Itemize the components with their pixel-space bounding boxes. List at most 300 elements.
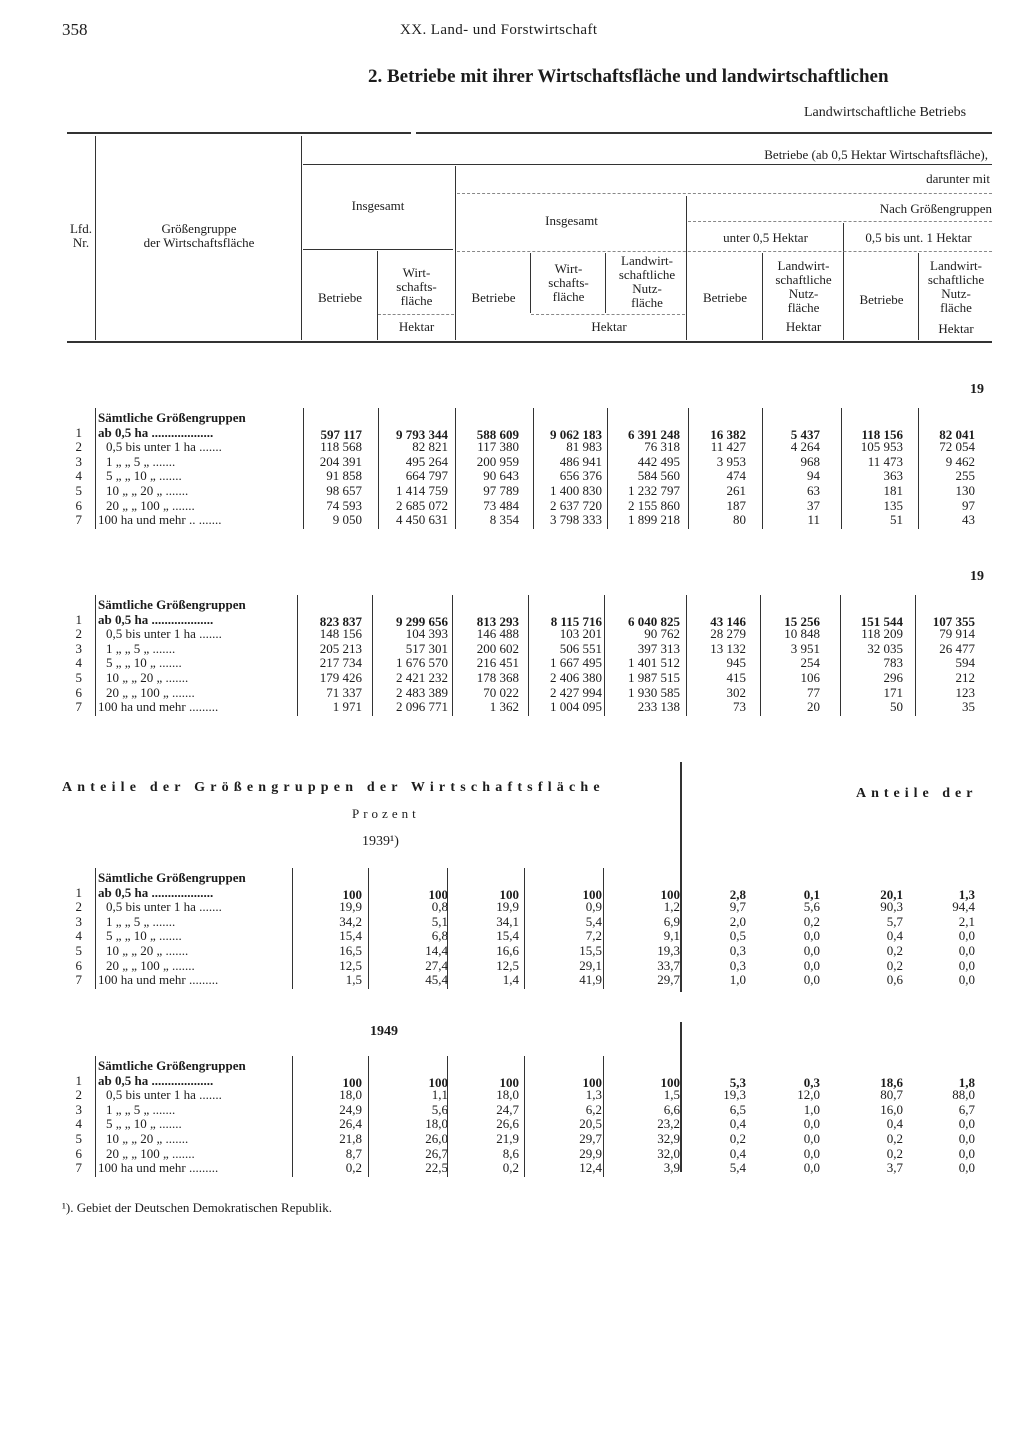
row-label: 10 „ „ 20 „ ....... <box>106 483 189 498</box>
table-cell: 0,0 <box>958 1116 975 1132</box>
row-label: 1 „ „ 5 „ ....... <box>106 1101 176 1117</box>
table-cell: 16,6 <box>496 943 519 958</box>
row-label: 5 „ „ 10 „ ....... <box>106 468 182 484</box>
table-cell: 12,5 <box>339 957 362 973</box>
table-cell: 80 <box>733 512 746 528</box>
table-cell: 3 951 <box>790 640 820 656</box>
table-cell: 0,2 <box>886 1145 903 1161</box>
table-cell: 20,1 <box>880 886 903 902</box>
table-cell: 4 264 <box>790 439 820 455</box>
table-cell: 783 <box>883 655 903 671</box>
table-cell: 0,4 <box>886 1116 903 1132</box>
table-cell: 0,0 <box>958 957 975 973</box>
table-cell: 73 <box>733 699 746 715</box>
header-group-line2: der Wirtschaftsfläche <box>143 235 255 250</box>
header-vline-3 <box>455 166 456 340</box>
table-cell: 34,2 <box>339 913 362 929</box>
table-cell: 103 201 <box>559 626 602 642</box>
table-cell: 6,8 <box>431 928 448 944</box>
footnote: ¹). Gebiet der Deutschen Demokratischen Republik. <box>62 1200 332 1215</box>
table-cell: 50 <box>890 699 903 715</box>
table-cell: 23,2 <box>657 1116 680 1132</box>
header-top-rule-left <box>67 132 411 134</box>
header-top-rule-right <box>416 132 992 134</box>
table-cell: 28 279 <box>710 626 746 642</box>
table-cell: 5,6 <box>431 1101 448 1117</box>
shares-heading-left: Anteile der Größengruppen der Wirtschaftsfläche <box>62 780 605 795</box>
table-title: 2. Betriebe mit ihrer Wirtschaftsfläche und landwirtschaftlichen <box>368 66 889 87</box>
table-cell: 5,4 <box>729 1160 746 1176</box>
table-cell: 255 <box>955 468 975 484</box>
table-cell: 0,0 <box>803 1131 820 1146</box>
table-cell: 179 426 <box>319 670 362 685</box>
header-betriebe-1: Betriebe <box>317 290 363 305</box>
table-cell: 0,3 <box>729 943 746 958</box>
row-label: 20 „ „ 100 „ ....... <box>106 497 195 513</box>
table-cell: 90 762 <box>644 626 680 642</box>
table-cell: 90,3 <box>880 899 903 915</box>
table-cell: 80,7 <box>880 1087 903 1103</box>
table-cell: 130 <box>955 483 975 498</box>
table-cell: 19,3 <box>723 1087 746 1103</box>
table-cell: 16,5 <box>339 943 362 958</box>
table-cell: 178 368 <box>476 670 519 685</box>
row-number: 1 <box>75 424 82 440</box>
table-cell: 14,4 <box>425 943 448 958</box>
table-cell: 0,9 <box>585 899 602 915</box>
row-label: 0,5 bis unter 1 ha ....... <box>106 439 222 455</box>
table-cell: 6 391 248 <box>628 426 680 442</box>
table-cell: 1 667 495 <box>550 655 602 671</box>
table-cell: 415 <box>726 670 746 685</box>
table-cell: 597 117 <box>320 426 362 442</box>
table-cell: 2,0 <box>729 913 746 929</box>
table-cell: 32 035 <box>867 640 903 656</box>
row-number: 7 <box>75 1160 82 1176</box>
shares-year-1939: 1939¹) <box>362 834 399 849</box>
table-cell: 24,7 <box>496 1101 519 1117</box>
row-number: 6 <box>75 497 82 513</box>
table-cell: 18,0 <box>339 1087 362 1103</box>
header-nr: Nr. <box>72 235 90 250</box>
table-cell: 148 156 <box>319 626 362 642</box>
table-cell: 0,5 <box>729 928 746 944</box>
table-cell: 100 <box>582 886 602 902</box>
table-cell: 5,6 <box>803 899 820 915</box>
table-cell: 254 <box>800 655 820 671</box>
table-cell: 0,0 <box>803 1116 820 1132</box>
table-cell: 15,4 <box>339 928 362 944</box>
table-cell: 19,9 <box>339 899 362 915</box>
table-cell: 100 <box>582 1074 602 1090</box>
header-betriebe-4: Betriebe <box>859 292 904 307</box>
table-cell: 26,6 <box>496 1116 519 1132</box>
row-label: 100 ha und mehr ......... <box>98 972 219 988</box>
table-cell: 0,1 <box>803 886 820 902</box>
table-cell: 2 483 389 <box>396 684 448 700</box>
table-cell: 2 155 860 <box>628 497 680 513</box>
table-cell: 34,1 <box>496 913 519 929</box>
table-cell: 76 318 <box>644 439 680 455</box>
table-cell: 63 <box>807 483 820 498</box>
table-cell: 11 427 <box>710 439 746 455</box>
table-cell: 19,9 <box>496 899 519 915</box>
table-cell: 397 313 <box>637 640 680 656</box>
table-cell: 6,6 <box>663 1101 680 1117</box>
header-lw-3b: schaftliche <box>775 272 832 287</box>
row-label: 1 „ „ 5 „ ....... <box>106 640 176 656</box>
table-cell: 70 022 <box>483 684 519 700</box>
header-lfd: Lfd. <box>69 221 93 236</box>
row-number: 7 <box>75 972 82 988</box>
row-label: 20 „ „ 100 „ ....... <box>106 957 195 973</box>
table-cell: 0,0 <box>958 972 975 988</box>
table-cell: 16,0 <box>880 1101 903 1117</box>
table-cell: 0,0 <box>803 972 820 988</box>
table-cell: 212 <box>955 670 975 685</box>
table-cell: 5,4 <box>585 913 602 929</box>
running-title: XX. Land- und Forstwirtschaft <box>400 22 598 38</box>
row-number: 7 <box>75 512 82 528</box>
header-vline-4 <box>377 251 378 340</box>
table-cell: 1 414 759 <box>396 483 448 498</box>
table-cell: 187 <box>726 497 746 513</box>
table-cell: 77 <box>807 684 820 700</box>
table-cell: 1 400 830 <box>550 483 602 498</box>
row-label: 20 „ „ 100 „ ....... <box>106 684 195 700</box>
table-cell: 1 971 <box>332 699 362 715</box>
header-hektar-2: Hektar <box>591 319 627 334</box>
table-cell: 98 657 <box>326 483 362 498</box>
table-cell: 74 593 <box>326 497 362 513</box>
table-cell: 15,5 <box>579 943 602 958</box>
table-cell: 0,4 <box>729 1116 746 1132</box>
page-number: 358 <box>62 20 88 39</box>
table-cell: 9,7 <box>729 899 746 915</box>
table-cell: 106 <box>800 670 820 685</box>
row-number: 2 <box>75 439 82 455</box>
header-wirt-1b: schafts- <box>396 279 437 294</box>
table-cell: 2,1 <box>958 913 975 929</box>
table-cell: 813 293 <box>476 613 519 629</box>
row-number: 5 <box>75 943 82 958</box>
table-cell: 200 602 <box>476 640 519 656</box>
table-cell: 22,5 <box>425 1160 448 1176</box>
table-cell: 118 209 <box>861 626 903 642</box>
table-cell: 10 848 <box>784 626 820 642</box>
table-cell: 24,9 <box>339 1101 362 1117</box>
table-cell: 27,4 <box>425 957 448 973</box>
header-betriebe-2: Betriebe <box>471 290 516 305</box>
table-cell: 656 376 <box>559 468 602 484</box>
table-cell: 151 544 <box>860 613 903 629</box>
table-cell: 18,0 <box>425 1116 448 1132</box>
table-cell: 97 <box>962 497 975 513</box>
table-cell: 0,0 <box>803 1145 820 1161</box>
table-cell: 26 477 <box>939 640 975 656</box>
row-label: 10 „ „ 20 „ ....... <box>106 1131 189 1146</box>
row-number: 3 <box>75 1101 82 1117</box>
header-rule-unit-1 <box>378 314 454 315</box>
header-vline-7 <box>530 253 531 313</box>
row-label: ab 0,5 ha ................... <box>98 884 214 900</box>
table-cell: 26,0 <box>425 1131 448 1146</box>
table-cell: 945 <box>726 655 746 671</box>
row-label: 0,5 bis unter 1 ha ....... <box>106 899 222 915</box>
table-cell: 9 050 <box>332 512 362 528</box>
table-cell: 118 156 <box>861 426 903 442</box>
table-cell: 146 488 <box>476 626 519 642</box>
table-cell: 117 380 <box>477 439 519 455</box>
row-number: 1 <box>75 884 82 900</box>
shares-heading-right: Anteile der <box>856 786 978 801</box>
table-cell: 171 <box>883 684 903 700</box>
table-cell: 296 <box>883 670 903 685</box>
header-lw-4c: Nutz- <box>941 286 971 301</box>
table-cell: 1,5 <box>663 1087 680 1103</box>
table-cell: 8 115 716 <box>550 613 602 629</box>
shares-year-1949: 1949 <box>370 1024 398 1039</box>
header-wirt-2a: Wirt- <box>554 261 583 276</box>
table-cell: 35 <box>962 699 975 715</box>
table-cell: 0,0 <box>958 1160 975 1176</box>
row-label: 100 ha und mehr ......... <box>98 699 219 715</box>
row-number: 1 <box>75 1072 82 1088</box>
row-label: 1 „ „ 5 „ ....... <box>106 913 176 929</box>
header-bottom-rule <box>67 341 992 343</box>
table-cell: 442 495 <box>637 453 680 469</box>
table-cell: 363 <box>883 468 903 484</box>
header-hektar-3: Hektar <box>785 319 822 334</box>
table-cell: 217 734 <box>319 655 362 671</box>
table-cell: 302 <box>726 684 746 700</box>
table-cell: 0,3 <box>729 957 746 973</box>
section-a-year-mark: 19 <box>970 382 984 397</box>
header-darunter: darunter mit <box>926 171 990 186</box>
table-cell: 1,8 <box>958 1074 975 1090</box>
table-cell: 1 401 512 <box>628 655 680 671</box>
table-cell: 9,1 <box>663 928 680 944</box>
column-separator <box>95 1056 96 1177</box>
row-number: 5 <box>75 670 82 685</box>
table-cell: 823 837 <box>319 613 362 629</box>
shares-prozent: Prozent <box>352 806 420 821</box>
table-cell: 33,7 <box>657 957 680 973</box>
table-cell: 1 362 <box>489 699 519 715</box>
table-cell: 2 406 380 <box>550 670 602 685</box>
header-rule-sub <box>457 251 992 252</box>
header-wirt-2c: fläche <box>552 289 585 304</box>
table-cell: 0,2 <box>886 943 903 958</box>
table-cell: 26,4 <box>339 1116 362 1132</box>
table-cell: 16 382 <box>710 426 746 442</box>
table-cell: 18,0 <box>496 1087 519 1103</box>
header-bis1: 0,5 bis unt. 1 Hektar <box>865 230 972 245</box>
row-number: 5 <box>75 1131 82 1146</box>
table-cell: 100 <box>342 1074 362 1090</box>
table-cell: 0,4 <box>729 1145 746 1161</box>
table-cell: 72 054 <box>939 439 975 455</box>
table-cell: 8 354 <box>489 512 519 528</box>
table-cell: 8,6 <box>502 1145 519 1161</box>
row-number: 4 <box>75 1116 82 1132</box>
column-separator <box>95 595 96 716</box>
table-cell: 20,5 <box>579 1116 602 1132</box>
table-cell: 486 941 <box>559 453 602 469</box>
row-label: 100 ha und mehr .. ....... <box>98 512 222 528</box>
header-nach-groessen: Nach Größengruppen <box>879 201 992 216</box>
table-cell: 12,0 <box>797 1087 820 1103</box>
table-cell: 29,7 <box>579 1131 602 1146</box>
table-cell: 5,1 <box>431 913 448 929</box>
table-cell: 123 <box>955 684 975 700</box>
table-cell: 2,8 <box>729 886 746 902</box>
table-cell: 18,6 <box>880 1074 903 1090</box>
group-heading: Sämtliche Größengruppen <box>98 1058 246 1073</box>
table-cell: 1,0 <box>803 1101 820 1117</box>
table-cell: 8,7 <box>345 1145 362 1161</box>
header-lw-3c: Nutz- <box>788 286 819 301</box>
header-lw-4b: schaftliche <box>927 272 985 287</box>
row-label: 20 „ „ 100 „ ....... <box>106 1145 195 1161</box>
table-cell: 204 391 <box>319 453 362 469</box>
table-cell: 19,3 <box>657 943 680 958</box>
table-cell: 0,0 <box>958 928 975 944</box>
table-cell: 97 789 <box>483 483 519 498</box>
row-label: ab 0,5 ha ................... <box>98 1072 214 1088</box>
table-cell: 43 <box>962 512 975 528</box>
table-cell: 13 132 <box>710 640 746 656</box>
table-cell: 11 <box>807 512 820 528</box>
table-cell: 584 560 <box>637 468 680 484</box>
table-cell: 0,0 <box>803 957 820 973</box>
header-betriebe-span: Betriebe (ab 0,5 Hektar Wirtschaftsfläche), <box>764 147 988 162</box>
header-lw-2d: fläche <box>631 295 663 310</box>
table-cell: 82 821 <box>412 439 448 455</box>
table-cell: 6,5 <box>729 1101 746 1117</box>
table-cell: 0,2 <box>803 913 820 929</box>
table-cell: 0,2 <box>502 1160 519 1176</box>
row-number: 6 <box>75 1145 82 1161</box>
table-cell: 200 959 <box>476 453 519 469</box>
row-label: 5 „ „ 10 „ ....... <box>106 655 182 671</box>
header-rule-unit-2 <box>531 314 685 315</box>
table-cell: 588 609 <box>476 426 519 442</box>
table-cell: 45,4 <box>425 972 448 988</box>
header-group-line1: Größengruppe <box>161 221 237 236</box>
table-cell: 0,0 <box>803 1160 820 1176</box>
table-cell: 1 987 515 <box>628 670 680 685</box>
header-insgesamt-mid: Insgesamt <box>545 213 598 228</box>
table-cell: 51 <box>890 512 903 528</box>
row-number: 2 <box>75 626 82 642</box>
header-hektar-4: Hektar <box>938 321 974 336</box>
table-cell: 1,5 <box>345 972 362 988</box>
table-cell: 11 473 <box>867 453 903 469</box>
table-cell: 12,4 <box>579 1160 602 1176</box>
table-cell: 6 040 825 <box>628 613 680 629</box>
table-cell: 216 451 <box>476 655 519 671</box>
table-cell: 1 899 218 <box>628 512 680 528</box>
table-cell: 6,7 <box>958 1101 975 1117</box>
table-cell: 0,0 <box>958 943 975 958</box>
table-cell: 181 <box>883 483 903 498</box>
table-cell: 664 797 <box>405 468 448 484</box>
table-cell: 7,2 <box>585 928 602 944</box>
row-number: 6 <box>75 684 82 700</box>
table-cell: 37 <box>807 497 820 513</box>
table-cell: 100 <box>428 886 448 902</box>
row-number: 4 <box>75 655 82 671</box>
table-cell: 1,4 <box>502 972 519 988</box>
table-cell: 29,9 <box>579 1145 602 1161</box>
table-cell: 2 685 072 <box>396 497 448 513</box>
row-number: 7 <box>75 699 82 715</box>
header-rule-insgesamt-left <box>303 249 453 250</box>
row-number: 4 <box>75 468 82 484</box>
table-cell: 107 355 <box>932 613 975 629</box>
table-cell: 0,2 <box>886 957 903 973</box>
header-lw-2a: Landwirt- <box>621 253 673 268</box>
table-cell: 3,9 <box>663 1160 680 1176</box>
table-cell: 968 <box>800 453 820 469</box>
header-wirt-2b: schafts- <box>548 275 589 290</box>
table-cell: 100 <box>499 886 519 902</box>
table-cell: 3 798 333 <box>550 512 602 528</box>
header-rule-darunter <box>457 193 992 194</box>
table-cell: 4 450 631 <box>396 512 448 528</box>
table-cell: 9 462 <box>945 453 975 469</box>
table-cell: 0,2 <box>729 1131 746 1146</box>
row-label: ab 0,5 ha ................... <box>98 611 214 627</box>
table-cell: 104 393 <box>405 626 448 642</box>
header-lw-3d: fläche <box>787 300 820 315</box>
table-cell: 15 256 <box>784 613 820 629</box>
row-label: 5 „ „ 10 „ ....... <box>106 1116 182 1132</box>
table-cell: 100 <box>660 1074 680 1090</box>
table-cell: 495 264 <box>405 453 448 469</box>
table-cell: 94,4 <box>952 899 975 915</box>
header-rule-nach <box>688 221 992 222</box>
row-label: 100 ha und mehr ......... <box>98 1160 219 1176</box>
header-vline-1 <box>95 136 96 340</box>
row-number: 3 <box>75 453 82 469</box>
group-heading: Sämtliche Größengruppen <box>98 870 246 885</box>
table-cell: 82 041 <box>939 426 975 442</box>
table-cell: 6,9 <box>663 913 680 929</box>
table-cell: 1,1 <box>431 1087 448 1103</box>
table-cell: 2 421 232 <box>396 670 448 685</box>
table-cell: 0,3 <box>803 1074 820 1090</box>
header-insgesamt-left: Insgesamt <box>351 198 405 213</box>
header-unter05: unter 0,5 Hektar <box>723 230 808 245</box>
table-cell: 0,4 <box>886 928 903 944</box>
table-cell: 0,0 <box>803 943 820 958</box>
table-cell: 506 551 <box>559 640 602 656</box>
table-cell: 1,3 <box>958 886 975 902</box>
table-cell: 21,9 <box>496 1131 519 1146</box>
table-cell: 41,9 <box>579 972 602 988</box>
table-cell: 2 637 720 <box>550 497 602 513</box>
header-lw-2b: schaftliche <box>618 267 676 282</box>
header-vline-2 <box>301 136 302 340</box>
row-number: 3 <box>75 913 82 929</box>
table-cell: 118 568 <box>320 439 362 455</box>
table-cell: 5,7 <box>886 913 903 929</box>
row-label: 0,5 bis unter 1 ha ....... <box>106 626 222 642</box>
header-vline-8 <box>605 253 606 313</box>
row-label: 10 „ „ 20 „ ....... <box>106 943 189 958</box>
